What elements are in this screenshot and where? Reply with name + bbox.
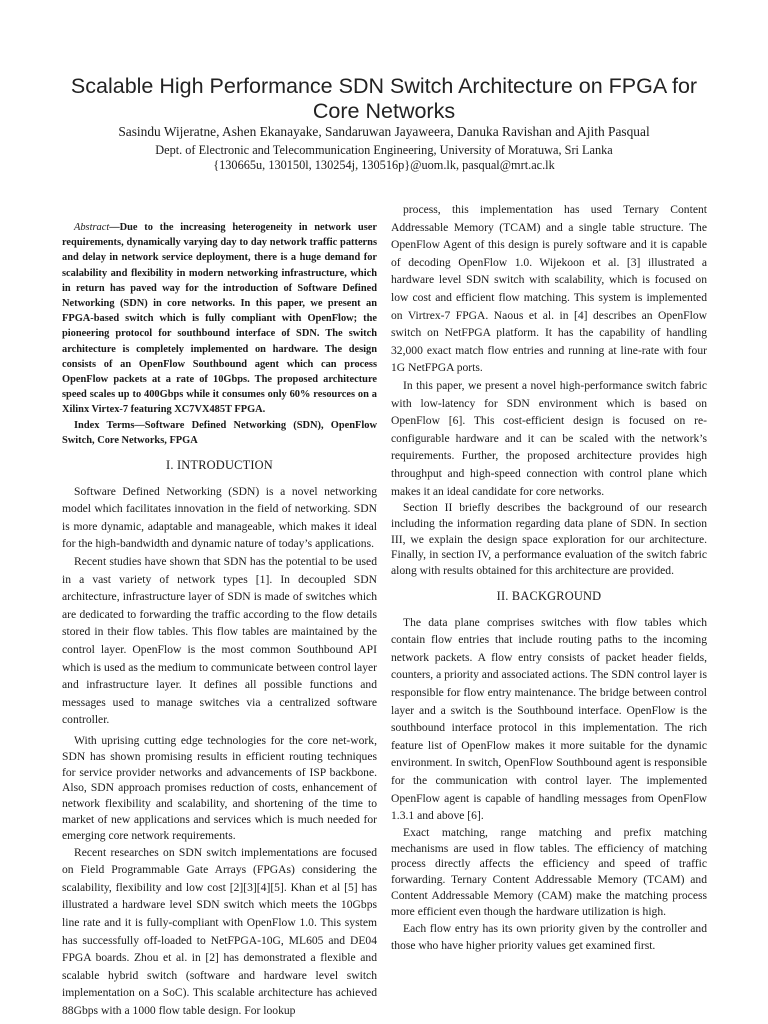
title-line-1: Scalable High Performance SDN Switch Architecture on FPGA for [70,74,698,98]
contribution-paragraph: In this paper, we present a novel high-performance switch fabric with low-latency for SDN environment which is based on OpenFlow [6]. This cost-efficient design is focused on re-configurable hardware and it can be scaled with the network’s requirements. Further, the proposed architecture provides high throughput and high-speed connection with control plane which makes it an ideal candidate for core networks. [391,378,707,498]
intro-paragraph-4: Recent researches on SDN switch implementations are focused on Field Programmable Gate Arrays (FPGAs) considering the scalability, flexibility and low cost [2][3][4][5]. Khan et al [5] has illustrated a hardware level SDN switch which meets the 10Gbps line rate and it is fully-compliant with OpenFlow 1.0. This system has successfully off-loaded to NetFPGA-10G, ML605 and DE04 FPGA boards. Zhou et al. in [2] has demonstrated a flexible and scalable hybrid switch (software and hardware level switch implementation on a SoC). This scalable architecture has achieved 88Gbps with a 1000 flow table design. For lookup [62,845,377,1017]
intro-paragraph-3: With uprising cutting edge technologies for the core net-work, SDN has shown promising results in efficient routing techniques for service provider networks and advancements of ISP backbone. Also, SDN approach promises reduction of costs, enhancement of network flexibility and scalability, and shortening of the time to market of new applications and services which is much needed for emerging core network requirements. [62,733,377,842]
affiliation [30,143,738,173]
left-column [62,220,377,1019]
section-heading-background: II. BACKGROUND [496,589,602,604]
background-paragraph-3: Each flow entry has its own priority given by the controller and those who have higher priority values get examined first. [391,921,707,953]
affiliation-department: Dept. of Electronic and Telecommunication Engineering, University of Moratuwa, Sri Lanka [155,143,613,157]
abstract-text: —Due to the increasing heterogeneity in network user requirements, dynamically varying day to day network traffic patterns and delay in network service deployment, there is a huge demand for scalability and flexibility in modern networking infrastructure, which in return has paved way for the introduction of Software Defined Networking (SDN) in core networks. In this paper, we present an FPGA-based switch which is fully compliant with OpenFlow; the pioneering protocol for southbound interface of SDN. The switch architecture is completely implemented on hardware. The design consists of an OpenFlow Southbound agent which can process OpenFlow packets at a rate of 10Gbps. The proposed architecture speed scales up to 400Gbps while it consumes only 60% resources on a Xilinx Virtex-7 featuring XC7VX485T FPGA. [62,222,377,416]
background-paragraph-2: Exact matching, range matching and prefix matching mechanisms are used in flow tables. The efficiency of matching process directly affects the efficiency and speed of traffic forwarding. Ternary Content Addressable Memory (TCAM) and Content Addressable Memory (CAM) make the matching process more efficient even though the hardware utilization is high. [391,825,707,918]
section-heading-introduction: I. INTRODUCTION [166,458,273,473]
abstract-paragraph [62,220,377,418]
paper-title [40,74,728,124]
index-terms: Index Terms—Software Defined Networking (SDN), OpenFlow Switch, Core Networks, FPGA [62,419,377,446]
organization-paragraph: Section II briefly describes the background of our research including the information regarding data plane of SDN. In section III, we explain the design space exploration for our architecture. Finally, in section IV, a performance evaluation of the switch fabric along with results obtained for this architecture are provided. [391,501,707,578]
title-line-2: Core Networks [312,99,456,123]
intro-paragraph-1: Software Defined Networking (SDN) is a novel networking model which facilitates innovation in the field of networking. SDN is more dynamic, adaptable and manageable, which makes it ideal for the high-bandwidth and dynamic nature of today’s applications. [62,484,377,551]
affiliation-emails: {130665u, 130150l, 130254j, 130516p}@uom.lk, pasqual@mrt.ac.lk [213,158,555,172]
abstract-label: Abstract [74,222,110,233]
related-work-paragraph: process, this implementation has used Ternary Content Addressable Memory (TCAM) and a single table structure. The OpenFlow Agent of this design is purely software and it is capable of decoding OpenFlow 1.0. Wijekoon et al. [3] illustrated a hardware level SDN switch with scalability, which is focused on low cost and efficient flow matching. This system is implemented on Virtrex-7 FPGA. Naous et al. in [4] describes an OpenFlow switch on NetFPGA platform. It has the capability of handling 32,000 exact match flow entries and running at line-rate with four 1G NetFPGA ports. [391,203,707,375]
right-column [391,201,707,955]
background-paragraph-1: The data plane comprises switches with flow tables which contain flow entries that include routing paths to the incoming network packets. A flow entry consists of packet header fields, counters, a priority and associated actions. The SDN control layer is responsible for flow entry maintenance. The bridge between control layer and a switch is the Southbound interface. OpenFlow is the southbound interface protocol in this implementation. The rich feature list of OpenFlow makes it more suitable for the dynamic environment. In switch, OpenFlow Southbound agent is responsible for the communication with control layer. The implemented OpenFlow agent is capable of handling messages from OpenFlow 1.3.1 and above [6]. [391,615,707,823]
author-list: Sasindu Wijeratne, Ashen Ekanayake, Sandaruwan Jayaweera, Danuka Ravishan and Ajith Pasqual [118,124,650,139]
intro-paragraph-2: Recent studies have shown that SDN has the potential to be used in a vast variety of network types [1]. In decoupled SDN architecture, infrastructure layer of SDN is made of switches which are dedicated to forwarding the traffic according to the flow details stored in their flow tables. This flow tables are maintained by the control layer. OpenFlow is the most common Southbound API which is used as the medium to communicate between control layer and infrastructure layer. It defines all possible functions and messages used to manage switches via a centralized software controller. [62,555,377,727]
